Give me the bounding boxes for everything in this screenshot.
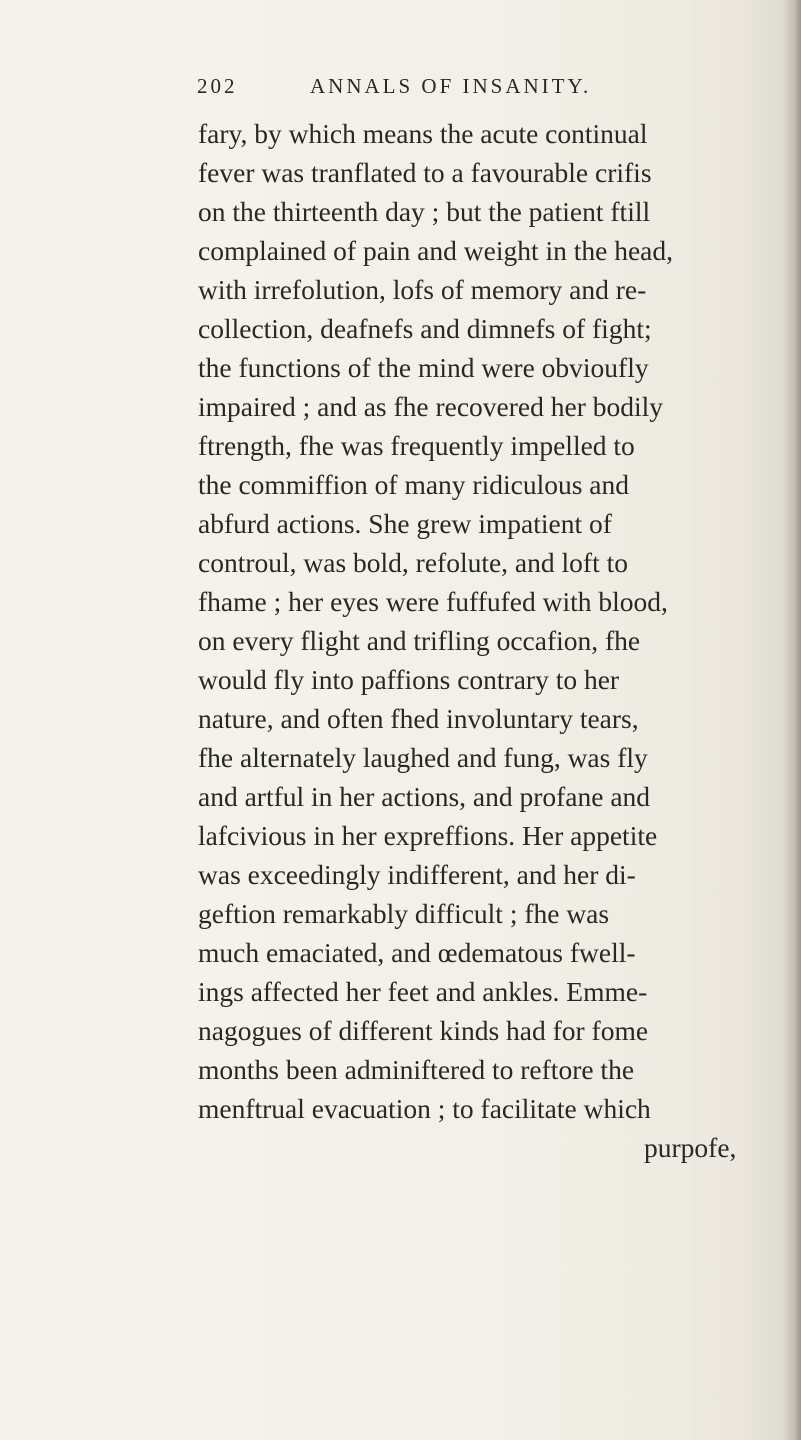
text-line: geftion remarkably difficult ; fhe was <box>198 898 610 929</box>
text-line: lafcivious in her expreffions. Her appetite <box>198 820 658 851</box>
running-head <box>197 74 677 110</box>
text-line: and artful in her actions, and profane and <box>198 781 651 812</box>
text-line: the functions of the mind were obvioufly <box>198 352 649 383</box>
text-line: collection, deafnefs and dimnefs of fight; <box>198 313 652 344</box>
text-line: with irrefolution, lofs of memory and re- <box>198 274 647 305</box>
text-line: controul, was bold, refolute, and loft to <box>198 547 628 578</box>
text-line: complained of pain and weight in the head, <box>198 235 673 266</box>
text-line: was exceedingly indifferent, and her di- <box>198 859 636 890</box>
text-line: ftrength, fhe was frequently impelled to <box>198 430 635 461</box>
text-line: nagogues of different kinds had for fome <box>198 1015 649 1046</box>
text-line: on every flight and trifling occafion, fhe <box>198 625 641 656</box>
text-line: menftrual evacuation ; to facilitate which <box>198 1093 651 1124</box>
text-line: abfurd actions. She grew impatient of <box>198 508 612 539</box>
text-line: fhe alternately laughed and fung, was fly <box>198 742 648 773</box>
body-text <box>198 114 768 1167</box>
text-line: fhame ; her eyes were fuffufed with blood, <box>198 586 668 617</box>
text-line: ings affected her feet and ankles. Emme- <box>198 976 648 1007</box>
page-edge-shadow <box>783 0 801 1440</box>
text-line: would fly into paffions contrary to her <box>198 664 620 695</box>
text-line: fary, by which means the acute continual <box>198 118 648 149</box>
text-line: the commiffion of many ridiculous and <box>198 469 630 500</box>
text-line: months been adminiftered to reftore the <box>198 1054 635 1085</box>
text-line: impaired ; and as fhe recovered her bodily <box>198 391 664 422</box>
text-line: nature, and often fhed involuntary tears, <box>198 703 639 734</box>
page-number: 202 <box>197 74 238 98</box>
text-line: much emaciated, and œdematous fwell- <box>198 937 636 968</box>
text-line: on the thirteenth day ; but the patient ftill <box>198 196 651 227</box>
running-title: ANNALS OF INSANITY. <box>310 74 592 98</box>
text-line: fever was tranflated to a favourable crifis <box>198 157 652 188</box>
catchword: purpofe, <box>644 1132 737 1163</box>
